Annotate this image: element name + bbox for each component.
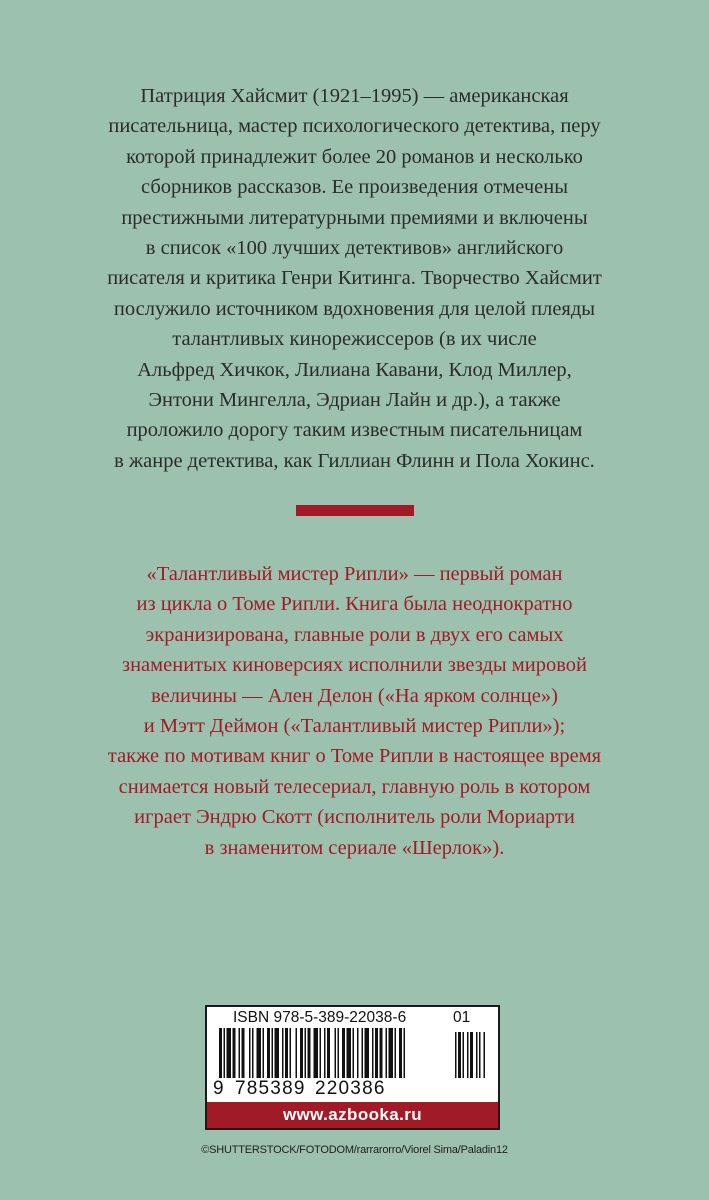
isbn-addon-code: 01 [453, 1009, 471, 1026]
barcode-bar [320, 1028, 322, 1078]
barcode-digit-group-left: 785389 [235, 1078, 306, 1099]
novel-description-paragraph [40, 559, 669, 863]
author-bio-line: Патриция Хайсмит (1921–1995) — американская [140, 85, 569, 107]
author-bio-line: проложило дорогу таким известным писательницам [126, 419, 583, 442]
barcode-addon-bar [455, 1032, 457, 1078]
barcode-bar [275, 1028, 280, 1078]
novel-description-line: и Мэтт Деймон («Талантливый мистер Рипли»); [143, 715, 566, 738]
novel-description-line: играет Эндрю Скотт (исполнитель роли Мориарти [134, 806, 575, 829]
barcode-bar [380, 1028, 383, 1078]
barcode-bar [227, 1028, 232, 1078]
novel-description-line: величины — Ален Делон («На ярком солнце») [151, 684, 558, 707]
author-bio-line: послужило источником вдохновения для целой плеяды [113, 297, 596, 320]
barcode-bar [233, 1028, 236, 1078]
barcode-bar [314, 1028, 319, 1078]
barcode-bar [365, 1028, 370, 1078]
barcode-bar [353, 1028, 355, 1078]
novel-description-line: из цикла о Томе Рипли. Книга была неоднократно [136, 593, 573, 616]
barcode-bar [282, 1028, 284, 1078]
barcode-bar [257, 1028, 262, 1078]
barcode-addon-bar [476, 1032, 478, 1078]
barcode-bar [300, 1028, 303, 1078]
barcode-addon-bar [484, 1032, 486, 1078]
barcode-bar [324, 1028, 326, 1078]
barcode-digit-group-right: 220386 [315, 1078, 386, 1099]
barcode-bar [399, 1028, 402, 1078]
barcode-bar [305, 1028, 307, 1078]
novel-description-line: в знаменитом сериале «Шерлок»). [204, 836, 505, 859]
isbn-barcode-block [205, 1005, 500, 1130]
barcode-icon [217, 1028, 492, 1084]
barcode-bar [252, 1028, 254, 1078]
barcode-bar [404, 1028, 406, 1078]
barcode-bar [357, 1028, 359, 1078]
barcode-addon-bar [467, 1032, 469, 1078]
novel-description-line: снимается новый телесериал, главную роль в котором [118, 775, 591, 798]
barcode-bar [375, 1028, 378, 1078]
barcode-bar [263, 1028, 265, 1078]
barcode-bar [389, 1028, 394, 1078]
barcode-bar [285, 1028, 288, 1078]
barcode-bar [267, 1028, 270, 1078]
author-bio-line: писательница, мастер психологического детектива, перу [108, 115, 601, 138]
novel-description-line: экранизирована, главные роли в двух его самых [145, 623, 564, 646]
author-bio-line: талантливых кинорежиссеров (в их числе [172, 328, 537, 351]
barcode-bar [362, 1028, 364, 1078]
barcode-bar [290, 1028, 292, 1078]
barcode-bar [338, 1028, 340, 1078]
barcode-bar [249, 1028, 251, 1078]
barcode-addon-bar [470, 1032, 473, 1078]
barcode-bar [395, 1028, 397, 1078]
barcode-bar [347, 1028, 352, 1078]
author-bio-line: которой принадлежит более 20 романов и несколько [126, 145, 583, 168]
barcode-bar [342, 1028, 345, 1078]
section-divider [296, 505, 414, 516]
barcode-bar [296, 1028, 298, 1078]
barcode-bar [224, 1028, 226, 1078]
novel-description-line: также по мотивам книг о Томе Рипли в настоящее время [107, 745, 602, 768]
image-credits: ©SHUTTERSTOCK/FOTODOM/rarrarorro/Viorel Sima/Paladin12 [201, 1144, 508, 1156]
barcode-addon-bar [458, 1032, 461, 1078]
barcode-bar [308, 1028, 311, 1078]
author-bio-line: писателя и критика Генри Китинга. Творчество Хайсмит [107, 267, 602, 290]
author-bio-line: сборников рассказов. Ее произведения отмечены [141, 176, 568, 199]
barcode-bar [272, 1028, 274, 1078]
author-bio-line: Энтони Мингелла, Эдриан Лайн и др.), а также [148, 389, 561, 412]
barcode-addon-bar [479, 1032, 481, 1078]
novel-description-line: «Талантливый мистер Рипли» — первый роман [146, 563, 563, 585]
author-bio-line: в жанре детектива, как Гиллиан Флинн и Пола Хокинс. [114, 449, 595, 472]
isbn-label: ISBN 978-5-389-22038-6 [233, 1009, 407, 1026]
author-bio-line: в список «100 лучших детективов» английского [145, 237, 564, 260]
author-bio-line: Альфред Хичкок, Лилиана Кавани, Клод Миллер, [137, 358, 572, 381]
barcode-bar [335, 1028, 337, 1078]
author-bio-line: престижными литературными премиями и включены [121, 206, 588, 229]
barcode-bar [239, 1028, 241, 1078]
barcode-bar [386, 1028, 388, 1078]
barcode-bar [242, 1028, 245, 1078]
barcode-bar [327, 1028, 330, 1078]
barcode-bar [219, 1028, 222, 1078]
barcode-bar [372, 1028, 374, 1078]
novel-description-line: знаменитых киноверсиях исполнили звезды мировой [121, 654, 587, 677]
publisher-url[interactable]: www.azbooka.ru [207, 1102, 498, 1128]
barcode-addon-bar [463, 1032, 465, 1078]
barcode-digit-first: 9 [213, 1078, 224, 1099]
author-bio-paragraph [40, 81, 669, 476]
